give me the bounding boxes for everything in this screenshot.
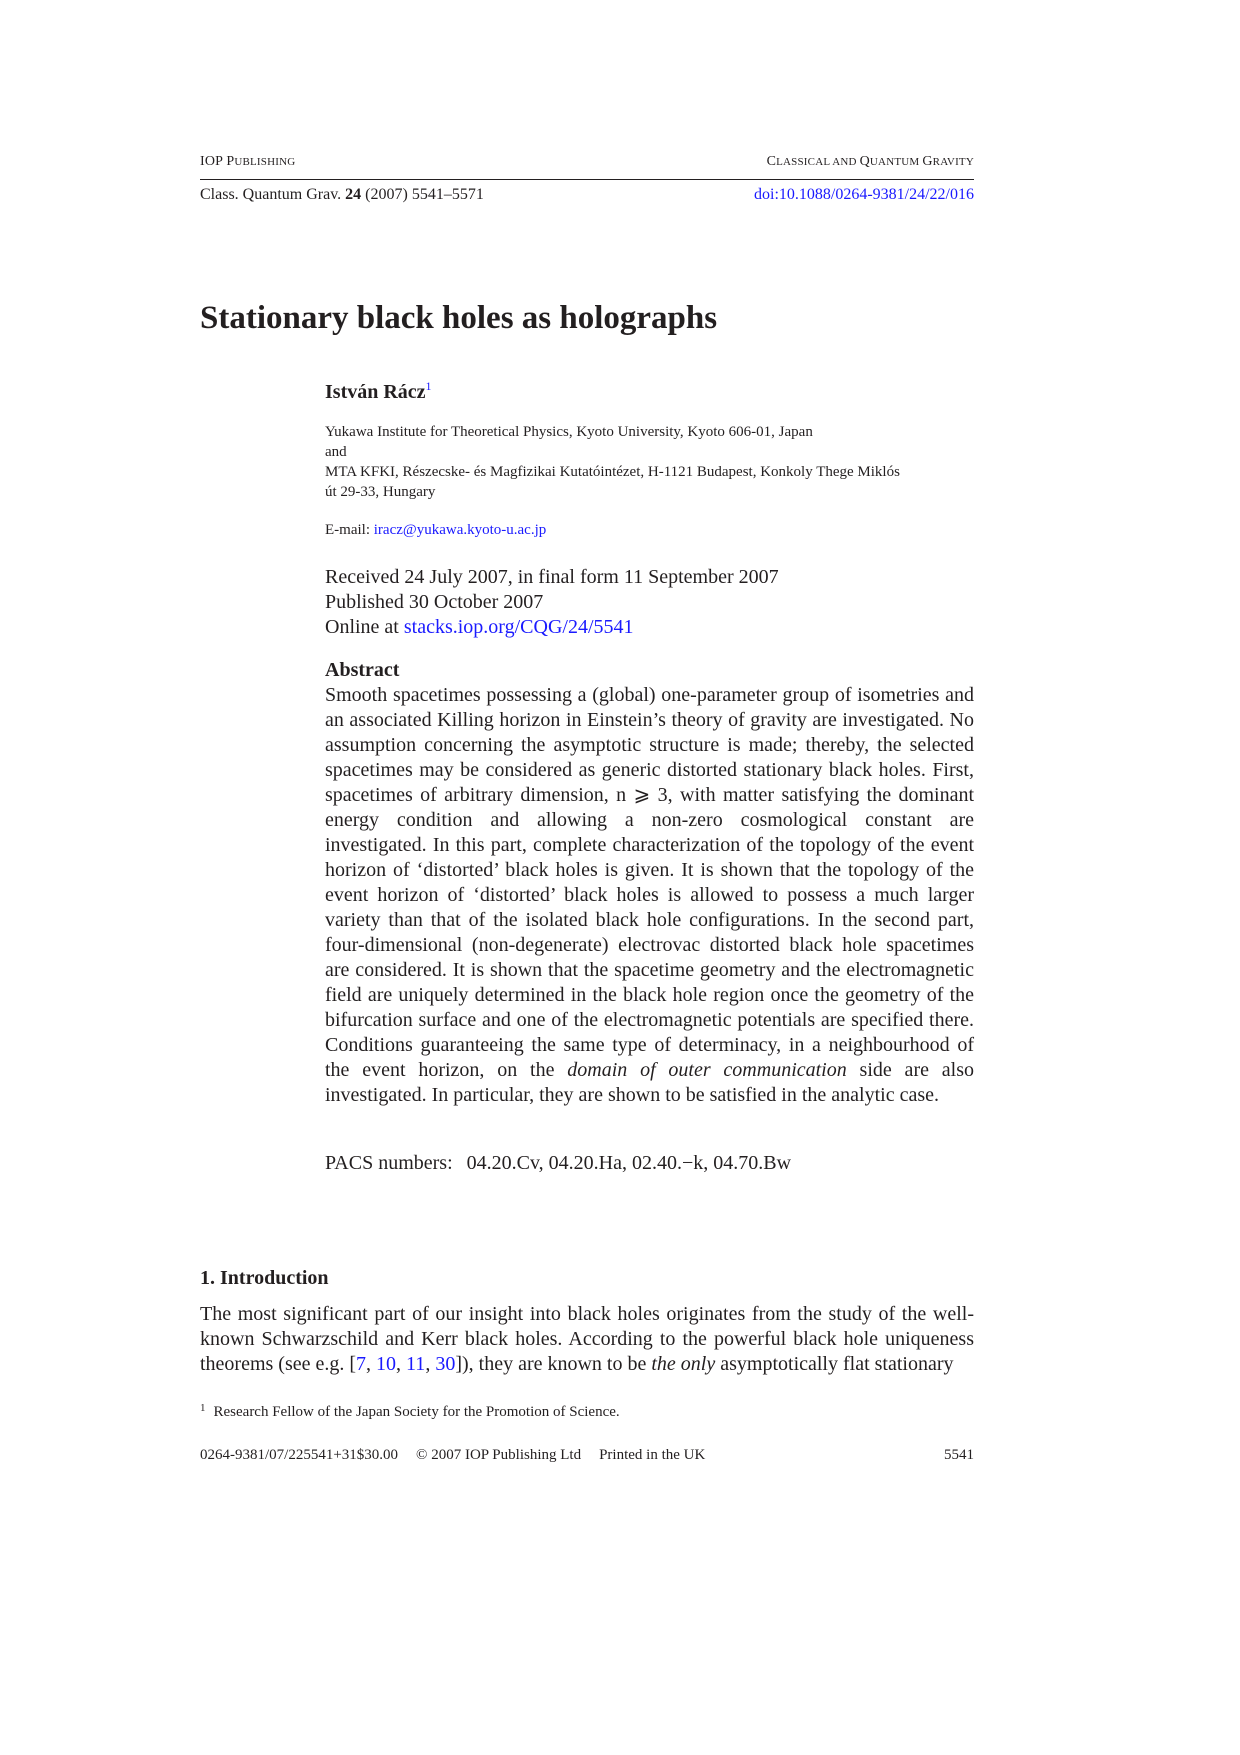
published-date: Published 30 October 2007 <box>325 591 544 613</box>
page-number: 5541 <box>944 1447 974 1463</box>
abstract-heading: Abstract <box>325 659 400 681</box>
online-line: Online at stacks.iop.org/CQG/24/5541 <box>325 616 634 638</box>
introduction-paragraph: The most significant part of our insight into black holes originates from the study of the well-known Schwarzschild and Kerr black holes. According to the powerful black hole uniqueness theorems (see e.g. [7, 10, 11, 30]), they are known to be the only asymptotically flat stationary <box>200 1303 974 1375</box>
author-footnote-link[interactable]: 1 <box>425 379 432 393</box>
author-name: István Rácz$^1$ <box>325 379 432 403</box>
paper-title: Stationary black holes as holographs <box>200 300 718 336</box>
ref-link[interactable]: 11 <box>406 1353 426 1375</box>
header-rule <box>200 179 974 180</box>
author-email: E-mail: iracz@yukawa.kyoto-u.ac.jp <box>325 522 547 538</box>
section-heading-introduction: 1. Introduction <box>200 1267 329 1289</box>
journal-citation: Class. Quantum Grav. 24 (2007) 5541–5571 <box>200 186 484 203</box>
publication-dates <box>325 565 779 640</box>
online-url-link[interactable]: stacks.iop.org/CQG/24/5541 <box>403 616 634 638</box>
ref-link[interactable]: 7 <box>356 1353 367 1375</box>
running-header-journal: CLASSICAL AND QUANTUM GRAVITY <box>766 154 974 169</box>
ref-link[interactable]: 10 <box>376 1353 397 1375</box>
page-footer: 0264-9381/07/225541+31$30.00 © 2007 IOP Publishing Ltd Printed in the UK <box>200 1447 706 1463</box>
ref-link[interactable]: 30 <box>435 1353 456 1375</box>
doi-link[interactable]: doi:10.1088/0264-9381/24/22/016 <box>754 186 974 203</box>
footnote: $^1$ Research Fellow of the Japan Society for the Promotion of Science. <box>200 1402 620 1420</box>
affiliation: Yukawa Institute for Theoretical Physics, Kyoto University, Kyoto 606-01, Japan and MTA KFKI, Részecske- és Magfizikai Kutatóintézet, H-1121 Budapest, Konkoly Thege Miklós út 29-33, Hungary <box>325 424 900 500</box>
abstract-body: Smooth spacetimes possessing a (global) one-parameter group of isometries and an associated Killing horizon in Einstein’s theory of gravity are investigated. No assumption concerning the asymptotic structure is made; thereby, the selected spacetimes may be considered as generic distorted stationary black holes. First, spacetimes of arbitrary dimension, n ⩾ 3, with matter satisfying the dominant energy condition and allowing a non-zero cosmological constant are investigated. In this part, complete characterization of the topology of the event horizon of ‘distorted’ black holes is given. It is shown that the topology of the event horizon of ‘distorted’ black holes is allowed to possess a much larger variety than that of the isolated black hole configurations. In the second part, four-dimensional (non-degenerate) electrovac distorted black hole spacetimes are considered. It is shown that the spacetime geometry and the electromagnetic field are uniquely determined in the black hole region once the geometry of the bifurcation surface and one of the electromagnetic potentials are specified there. Conditions guaranteeing the same type of determinacy, in a neighbourhood of the event horizon, on the domain of outer communication side are also investigated. In particular, they are shown to be satisfied in the analytic case. <box>325 684 974 1106</box>
email-link[interactable]: iracz@yukawa.kyoto-u.ac.jp <box>373 522 547 538</box>
pacs-numbers: PACS numbers: 04.20.Cv, 04.20.Ha, 02.40.−k, 04.70.Bw <box>325 1152 792 1174</box>
running-header-publisher: IOP PUBLISHING <box>200 154 296 169</box>
received-date: Received 24 July 2007, in final form 11 September 2007 <box>325 566 779 588</box>
